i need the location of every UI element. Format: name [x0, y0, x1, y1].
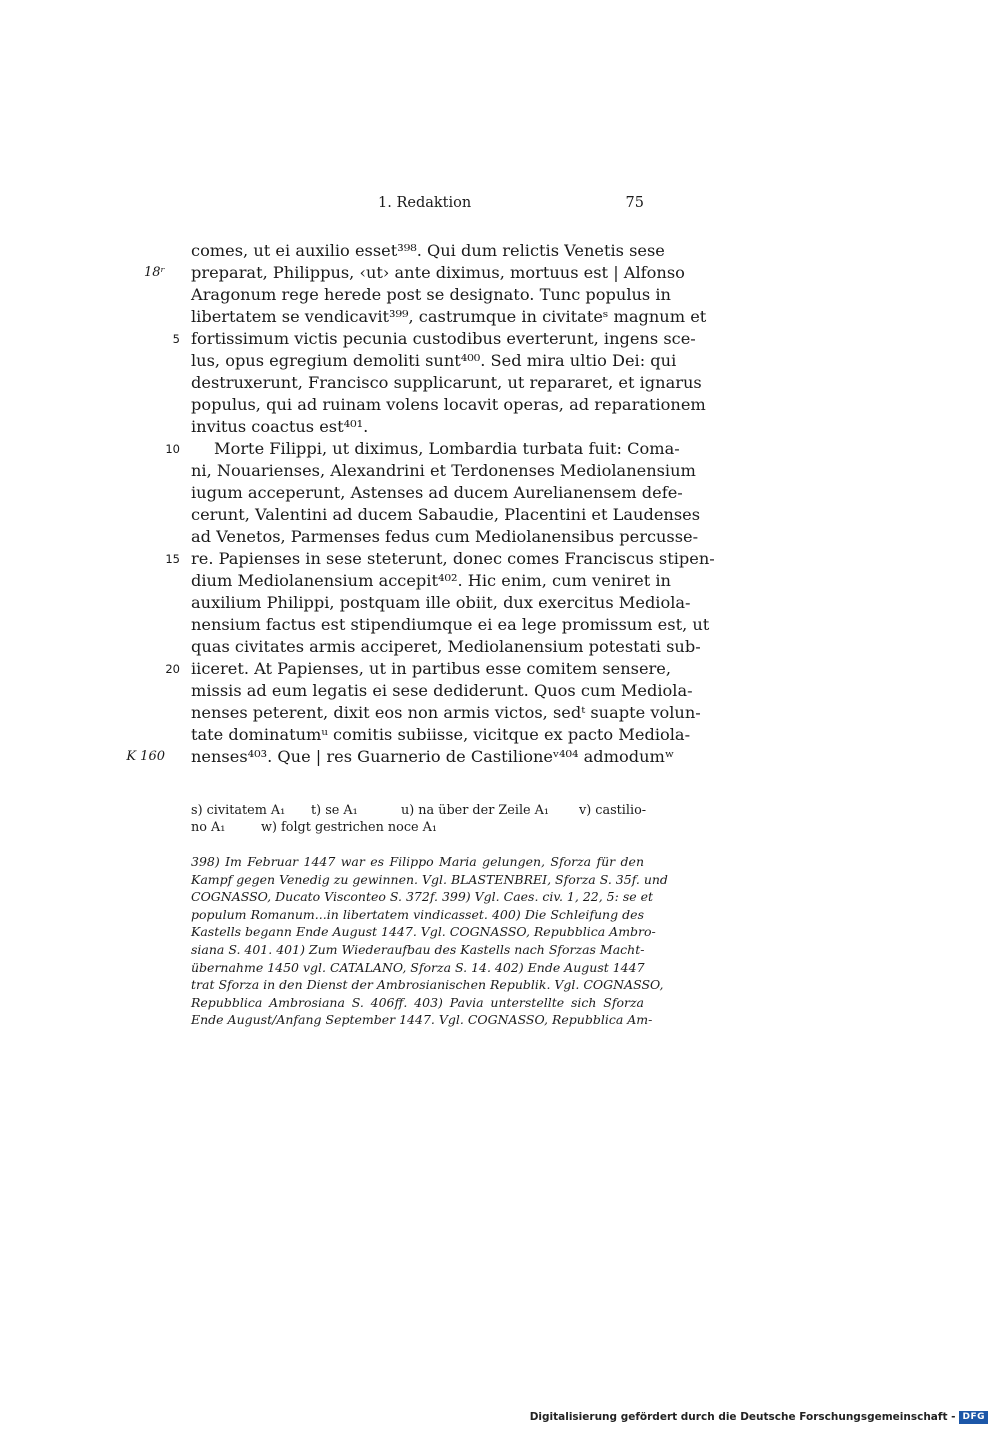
- text-line: [0, 592, 1000, 614]
- text-line: [0, 372, 1000, 394]
- text-line: [0, 438, 1000, 460]
- line-text: invitus coactus est⁴⁰¹.: [191, 417, 369, 436]
- text-line: [0, 262, 1000, 284]
- running-head: [378, 193, 644, 213]
- line-text: ad Venetos, Parmenses fedus cum Mediolanensibus percusse-: [191, 527, 699, 546]
- line-text: libertatem se vendicavit³⁹⁹, castrumque in civitateˢ magnum et: [191, 307, 707, 326]
- line-text: fortissimum victis pecunia custodibus everterunt, ingens sce-: [191, 329, 696, 348]
- footnote-line: 398) Im Februar 1447 war es Filippo Maria gelungen, Sforza für den: [191, 854, 644, 869]
- line-text: lus, opus egregium demoliti sunt⁴⁰⁰. Sed mira ultio Dei: qui: [191, 351, 677, 370]
- apparatus-line: [191, 819, 644, 836]
- funding-credit: [530, 1410, 988, 1424]
- apparatus-note: v) castilio-: [579, 803, 647, 818]
- line-text: comes, ut ei auxilio esset³⁹⁸. Qui dum relictis Venetis sese: [191, 241, 665, 260]
- line-text: re. Papienses in sese steterunt, donec comes Franciscus stipen-: [191, 549, 715, 568]
- line-text: destruxerunt, Francisco supplicarunt, ut repararet, et ignarus: [191, 373, 702, 392]
- apparatus-line: [191, 802, 647, 819]
- line-text: dium Mediolanensium accepit⁴⁰². Hic enim, cum veniret in: [191, 571, 671, 590]
- line-text: preparat, Philippus, ‹ut› ante diximus, mortuus est | Alfonso: [191, 263, 685, 282]
- text-line: [0, 702, 1000, 724]
- text-line: [0, 526, 1000, 548]
- footnote-line: Ende August/Anfang September 1447. Vgl. COGNASSO, Repubblica Am-: [191, 1012, 653, 1028]
- text-line: [0, 548, 1000, 570]
- funding-credit-text: Digitalisierung gefördert durch die Deutsche Forschungsgemeinschaft -: [529, 1411, 956, 1423]
- text-line: [0, 724, 1000, 746]
- footnote-line: Kampf gegen Venedig zu gewinnen. Vgl. BLASTENBREI, Sforza S. 35f. und: [191, 871, 668, 887]
- line-text: Morte Filippi, ut diximus, Lombardia turbata fuit: Coma-: [214, 439, 680, 458]
- page-number: 75: [625, 195, 644, 211]
- footnote-line: Kastells begann Ende August 1447. Vgl. COGNASSO, Repubblica Ambro-: [191, 924, 656, 940]
- margin-note: K 160: [126, 749, 165, 764]
- line-text: ni, Nouarienses, Alexandrini et Terdonenses Mediolanensium: [191, 461, 696, 480]
- line-text: cerunt, Valentini ad ducem Sabaudie, Placentini et Laudenses: [191, 505, 701, 524]
- text-line: [0, 306, 1000, 328]
- apparatus-note: w) folgt gestrichen noce A₁: [261, 820, 438, 835]
- line-text: iugum acceperunt, Astenses ad ducem Aurelianensem defe-: [191, 483, 683, 502]
- apparatus-note: no A₁: [191, 820, 226, 835]
- line-text: auxilium Philippi, postquam ille obiit, dux exercitus Mediola-: [191, 593, 691, 612]
- footnote-line: siana S. 401. 401) Zum Wiederaufbau des Kastells nach Sforzas Macht-: [191, 941, 645, 957]
- text-line: [0, 416, 1000, 438]
- text-line: [0, 460, 1000, 482]
- text-line: [0, 350, 1000, 372]
- line-number: 15: [165, 552, 180, 566]
- line-number: 10: [165, 442, 180, 456]
- text-line: [0, 614, 1000, 636]
- footnotes: [191, 853, 668, 1029]
- line-text: nenses peterent, dixit eos non armis victos, sedᵗ suapte volun-: [191, 703, 701, 722]
- main-text: [0, 240, 1000, 768]
- text-line: [0, 570, 1000, 592]
- line-text: missis ad eum legatis ei sese dediderunt. Quos cum Mediola-: [191, 681, 693, 700]
- footnote-line: Repubblica Ambrosiana S. 406ff. 403) Pavia unterstellte sich Sforza: [191, 994, 644, 1010]
- running-head-title: 1. Redaktion: [378, 195, 472, 211]
- line-number: 5: [172, 332, 180, 346]
- line-text: nensium factus est stipendiumque ei ea lege promissum est, ut: [191, 615, 710, 634]
- line-number: 20: [165, 662, 180, 676]
- footnote-line: übernahme 1450 vgl. CATALANO, Sforza S. 14. 402) Ende August 1447: [191, 959, 645, 975]
- apparatus-note: s) civitatem A₁: [191, 803, 286, 818]
- apparatus-note: u) na über der Zeile A₁: [401, 803, 550, 818]
- line-text: tate dominatumᵘ comitis subiisse, vicitque ex pacto Mediola-: [191, 725, 691, 744]
- text-line: [0, 328, 1000, 350]
- critical-apparatus: [191, 802, 647, 836]
- text-line: [0, 746, 1000, 768]
- line-text: iiceret. At Papienses, ut in partibus esse comitem sensere,: [191, 659, 672, 678]
- text-line: [0, 658, 1000, 680]
- text-line: [0, 394, 1000, 416]
- line-text: populus, qui ad ruinam volens locavit operas, ad reparationem: [191, 395, 706, 414]
- text-line: [0, 482, 1000, 504]
- text-line: [0, 284, 1000, 306]
- apparatus-note: t) se A₁: [311, 803, 358, 818]
- margin-note: 18ʳ: [143, 265, 165, 280]
- line-text: Aragonum rege herede post se designato. Tunc populus in: [191, 285, 671, 304]
- footnote-line: COGNASSO, Ducato Visconteo S. 372f. 399) Vgl. Caes. civ. 1, 22, 5: se et: [191, 889, 654, 905]
- text-line: [0, 504, 1000, 526]
- text-line: [0, 680, 1000, 702]
- footnote-line: trat Sforza in den Dienst der Ambrosianischen Republik. Vgl. COGNASSO,: [191, 977, 664, 993]
- line-text: quas civitates armis acciperet, Mediolanensium potestati sub-: [191, 637, 701, 656]
- text-line: [0, 636, 1000, 658]
- dfg-logo: DFG: [959, 1411, 988, 1424]
- line-text: nenses⁴⁰³. Que | res Guarnerio de Castilioneᵛ⁴⁰⁴ admodumʷ: [191, 747, 675, 766]
- text-line: [0, 240, 1000, 262]
- footnote-line: populum Romanum...in libertatem vindicasset. 400) Die Schleifung des: [191, 906, 644, 922]
